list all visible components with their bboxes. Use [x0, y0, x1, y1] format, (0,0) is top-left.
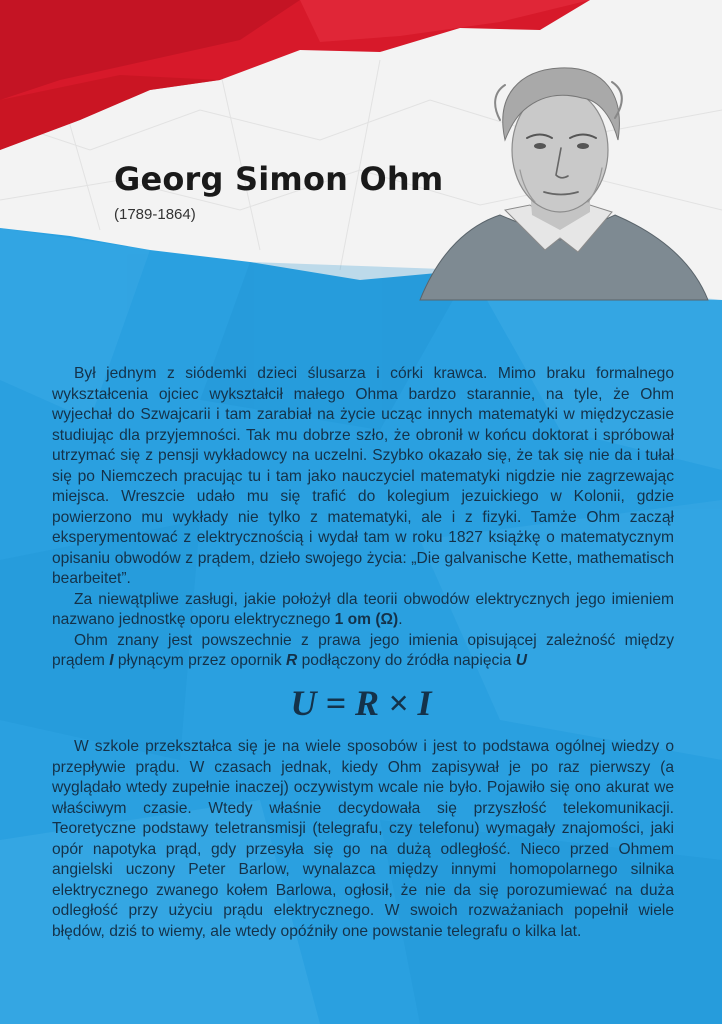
portrait-right-eye — [577, 143, 589, 149]
telegraph-text — [52, 737, 674, 942]
unit-paragraph: Za niewątpliwe zasługi, jakie położył dla teorii obwodów elektrycznych jego imieniem nazwano jednostkę oporu elektrycznego 1 om (Ω). — [52, 590, 674, 628]
variable-i: I — [109, 652, 114, 669]
life-years: (1789-1864) — [114, 206, 196, 223]
biography-text — [52, 364, 674, 672]
ohms-law-formula: U = R × I — [290, 683, 432, 723]
page-title: Georg Simon Ohm — [114, 160, 444, 198]
biography-paragraph: Był jednym z siódemki dzieci ślusarza i córki krawca. Mimo braku formalnego wykształcenia ojciec wykształcił małego Ohma bardzo starannie, na tyle, że Ohm wyjechał do Szwajcarii i tam zarabiał na życie ucząc innych matematyki w międzyczasie studiując dla przyjemności. Tak mu dobrze szło, że obronił w końcu doktorat i spróbował utrzymać się z pensji wykładowcy na uczelni. Szybko okazało się, że tak się nie da i tułał się po Niemczech pracując tu i tam jako nauczyciel matematyki nigdzie nie zagrzewając miejsca. Wreszcie udało mu się trafić do kolegium jezuickiego w Kolonii, gdzie powierzono mu wykłady nie tylko z matematyki, ale i z fizyki. Tamże Ohm zaczął eksperymentować z elektrycznością i wydał tam w roku 1827 książkę o matematycznym opisaniu obwodów z prądem, dzieło swojego życia: „Die galvanische Kette, mathematisch bearbeitet”. — [52, 365, 674, 587]
variable-r: R — [286, 652, 298, 669]
unit-name: 1 om (Ω) — [334, 611, 399, 628]
telegraph-paragraph: W szkole przekształca się je na wiele sposobów i jest to podstawa ogólnej wiedzy o przepływie prądu. W czasach jednak, kiedy Ohm zapisywał je po raz pierwszy (a wyglądało wtedy zupełnie inaczej) oczywistym wcale nie było. Pojawiło się ono akurat we właściwym czasie. Wtedy właśnie decydowała się przyszłość telekomunikacji. Teoretyczne podstawy teletransmisji (telegrafu, czy telefonu) wymagały znajomości, jaki opór napotyka prąd, gdy przesyła się go na dużą odległość. Nieco przed Ohmem angielski uczony Peter Barlow, wynalazca między innymi homopolarnego silnika elektrycznego zwanego kołem Barlowa, ogłosił, że nie da się porozumiewać na duża odległość przy użyciu prądu elektrycznego. W swoich rozważaniach popełnił wiele błędów, dziś to wiemy, ale wtedy opóźniły one powstanie telegrafu o kilka lat. — [52, 738, 674, 940]
variable-u: U — [515, 652, 528, 669]
portrait-left-eye — [534, 143, 546, 149]
law-paragraph: Ohm znany jest powszechnie z prawa jego imienia opisującej zależność między prądem I płynącym przez opornik R podłączony do źródła napięcia U — [52, 631, 674, 669]
